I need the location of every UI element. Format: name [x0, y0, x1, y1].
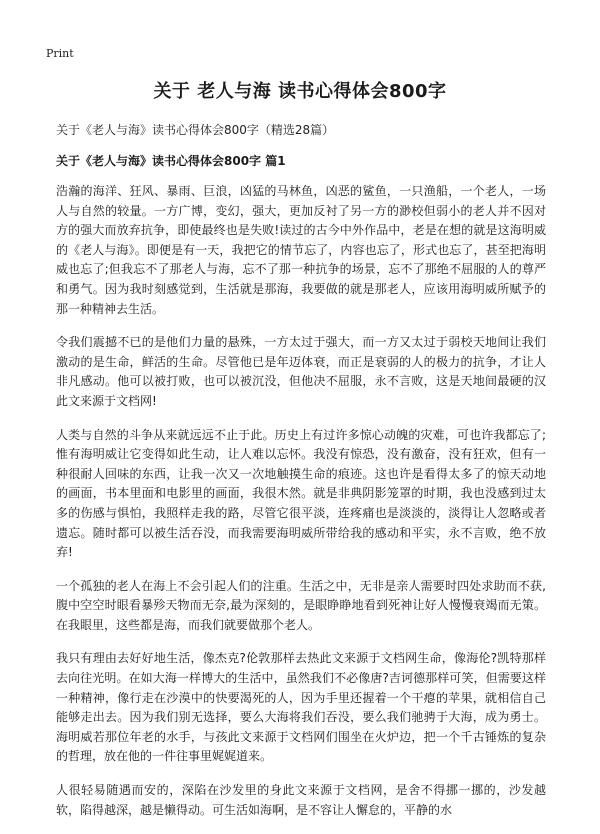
article-body [56, 182, 546, 834]
section-heading: 关于《老人与海》读书心得体会800字 篇1 [56, 154, 286, 168]
paragraph-4: 一个孤独的老人在海上不会引起人们的注重。生活之中，无非是亲人需要时四处求助而不获,腹中空空时眼看暴殄天物而无奈,最为深刻的，是眼睁睁地看到死神让好人慢慢衰竭而无策。在我眼里，这些都是海，而我们就要做那个老人。 [56, 578, 546, 632]
paragraph-2: 令我们震撼不已的是他们力量的悬殊，一方太过于强大，而一方又太过于弱校天地间让我们激动的是生命，鲜活的生命。尽管他已是年迈体衰，而正是衰弱的人的极力的抗争，才让人非凡感动。他可以被打败，也可以被沉没，但他决不屈服，永不言败，这是天地间最硬的汉此文来源于文档网! [56, 335, 546, 408]
document-title: 关于 老人与海 读书心得体会800字 [153, 81, 447, 102]
paragraph-5: 我只有理由去好好地生活，像杰克?伦敦那样去热此文来源于文档网生命，像海伦?凯特那样去向往光明。在如大海一样博大的生活中，虽然我们不必像唐?吉诃德那样可笑，但需要这样一种精神，像行走在沙漠中的快要渴死的人，因为手里还握着一个干瘪的苹果，就相信自己能够走出去。因为我们别无选择，要么大海将我们吞没，要么我们驰骋于大海，成为勇士。海明威若那位年老的水手，与孩此文来源于文档网们围坐在火炉边，把一个千古锤炼的复杂的哲理，放在他的一件往事里娓娓道来。 [56, 651, 546, 764]
paragraph-1: 浩瀚的海洋、狂风、暴雨、巨浪，凶猛的马林鱼，凶恶的鲨鱼，一只渔船，一个老人，一场人与自然的较量。一方广博，变幻，强大，更加反衬了另一方的渺校但弱小的老人并不因对方的强大而放弃抗争，即使最终也是失败!读过的古今中外作品中，老是在想的就是这海明威的《老人与海》。即便是有一天，我把它的情节忘了，内容也忘了，形式也忘了，甚至把海明威也忘了;但我忘不了那老人与海，忘不了那一种抗争的场景，忘不了那绝不屈服的人的尊严和勇气。因为我时刻感觉到，生活就是那海，我要做的就是那老人，应该用海明威所赋予的那一种精神去生活。 [56, 184, 546, 316]
print-link[interactable]: Print [46, 47, 74, 60]
paragraph-3: 人类与自然的斗争从来就远远不止于此。历史上有过许多惊心动魄的灾难，可也许我都忘了;惟有海明威让它变得如此生动，让人难以忘怀。我没有惊恐，没有激奋，没有狂欢，但有一种很耐人回味的东西，让我一次又一次地触摸生命的痕迹。这也许是看得太多了的惊天动地的画面，书本里面和电影里的画面，我很木然。就是非典阴影笼罩的时期，我也没感到过太多的伤感与惧怕，我照样走我的路，尽管它很平淡，连疼痛也是淡淡的，淡得让人忽略或者遗忘。随时都可以被生活吞没，而我需要海明威所带给我的感动和平实，永不言败，绝不放弃! [56, 427, 546, 560]
paragraph-6: 人很轻易随遇而安的，深陷在沙发里的身此文来源于文档网，是舍不得挪一挪的，沙发越软，陷得越深，越是懒得动。可生活如海啊，是不容让人懈怠的，平静的水 [56, 783, 546, 817]
document-subtitle: 关于《老人与海》读书心得体会800字（精选28篇） [56, 123, 335, 137]
